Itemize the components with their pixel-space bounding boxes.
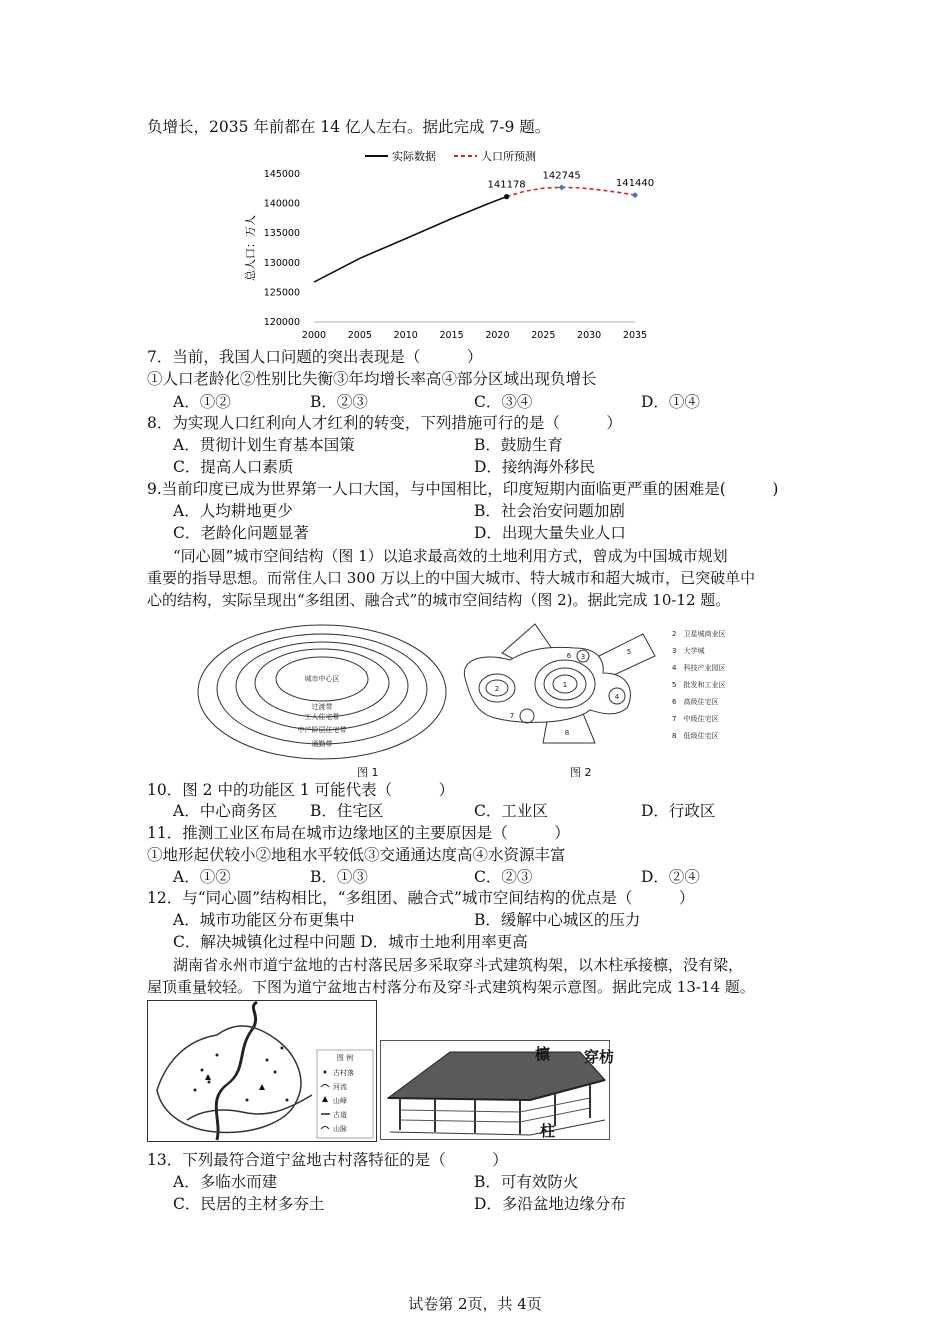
q8-option-d[interactable]: D．接纳海外移民 — [474, 458, 595, 476]
q11-items: ①地形起伏较小②地租水平较低③交通通达度高④水资源丰富 — [147, 846, 566, 864]
map-legend-title: 图 例 — [336, 1054, 354, 1062]
q7-option-b[interactable]: B．②③ — [310, 393, 368, 411]
legend-8: 8 低级住宅区 — [672, 732, 719, 740]
intro-text: 负增长，2035 年前都在 14 亿人左右。据此完成 7-9 题。 — [147, 118, 551, 136]
q11-option-b[interactable]: B．①③ — [310, 868, 368, 886]
y-tick-label: 120000 — [263, 317, 300, 328]
population-chart — [240, 146, 670, 346]
q7-option-c[interactable]: C．③④ — [474, 393, 533, 411]
x-tick-label: 2000 — [301, 330, 327, 341]
ring-label-commute: 通勤带 — [311, 740, 333, 748]
chart-series — [314, 170, 654, 282]
zone-num-1: 1 — [562, 681, 568, 689]
map-legend-peak: 山峰 — [333, 1097, 347, 1105]
map-legend-river: 河流 — [333, 1083, 347, 1091]
data-label: 142745 — [542, 170, 581, 182]
legend-2: 2 卫星城商业区 — [672, 630, 726, 638]
q7-option-a[interactable]: A．①② — [173, 393, 231, 411]
q12-option-b[interactable]: B．缓解中心城区的压力 — [474, 911, 641, 929]
q7-stem: 7．当前，我国人口问题的突出表现是（ ） — [147, 348, 483, 366]
zone-num-2: 2 — [494, 685, 500, 693]
point-marker — [504, 194, 509, 199]
q11-option-c[interactable]: C．②③ — [474, 868, 533, 886]
point-marker — [632, 192, 638, 198]
legend-4: 4 科技产业园区 — [672, 664, 726, 672]
passage3-line1: 湖南省永州市道宁盆地的古村落民居多采取穿斗式建筑构架，以木柱承接檩，没有梁， — [173, 956, 744, 974]
label-purlin: 檩 — [535, 1045, 551, 1063]
q10-stem: 10．图 2 中的功能区 1 可能代表（ ） — [147, 781, 455, 799]
zone-num-8: 8 — [564, 729, 570, 737]
y-tick-label: 145000 — [263, 169, 300, 180]
zone-num-4: 4 — [614, 693, 620, 701]
passage2-line3: 心的结构，实际呈现出“多组团、融合式”的城市空间结构（图 2)。据此完成 10-12 题。 — [147, 591, 731, 609]
series-actual-line — [314, 197, 507, 283]
legend-7: 7 中级住宅区 — [672, 715, 719, 723]
y-tick-label: 135000 — [263, 228, 300, 240]
x-tick-label: 2010 — [393, 330, 418, 341]
legend-5: 5 批发和工业区 — [672, 681, 726, 689]
map-legend-mountain: 山脉 — [333, 1125, 347, 1133]
ring-label-worker: 工人住宅带 — [304, 713, 340, 721]
figure-2-multi-cluster — [455, 618, 660, 748]
q13-option-a[interactable]: A．多临水而建 — [173, 1173, 278, 1191]
chart-axes — [244, 169, 647, 341]
legend-actual-label: 实际数据 — [392, 150, 436, 163]
point-marker — [559, 184, 565, 190]
q10-option-c[interactable]: C．工业区 — [474, 802, 548, 820]
y-tick-label: 125000 — [263, 287, 300, 299]
q12-stem: 12．与“同心圆”结构相比，“多组团、融合式”城市空间结构的优点是（ ） — [147, 889, 695, 907]
q8-option-c[interactable]: C．提高人口素质 — [173, 458, 294, 476]
q12-option-a[interactable]: A．城市功能区分布更集中 — [173, 911, 355, 929]
zone-num-6: 6 — [566, 652, 572, 660]
figure-2-caption: 图 2 — [570, 766, 592, 779]
map-legend-road: 古道 — [333, 1111, 347, 1119]
zone-num-5: 5 — [626, 648, 632, 656]
q10-option-d[interactable]: D．行政区 — [641, 802, 716, 820]
zone-num-7: 7 — [509, 712, 515, 720]
passage2-line2: 重要的指导思想。而常住人口 300 万以上的中国大城市、特大城市和超大城市，已突破单中 — [147, 569, 756, 587]
ring-label-transition: 过渡带 — [311, 703, 333, 711]
q9-option-a[interactable]: A．人均耕地更少 — [173, 502, 293, 520]
x-tick-label: 2030 — [577, 330, 602, 341]
map-legend-village: 古村落 — [333, 1069, 354, 1077]
zone-num-3: 3 — [580, 653, 586, 661]
q13-stem: 13．下列最符合道宁盆地古村落特征的是（ ） — [147, 1151, 508, 1169]
y-tick-label: 140000 — [263, 198, 300, 210]
q10-option-a[interactable]: A．中心商务区 — [173, 802, 278, 820]
data-label: 141440 — [615, 178, 655, 190]
ring-commute — [198, 625, 446, 759]
q9-option-d[interactable]: D．出现大量失业人口 — [474, 524, 626, 542]
passage3-line2: 屋顶重量较轻。下图为道宁盆地古村落分布及穿斗式建筑构架示意图。据此完成 13-14 题。 — [147, 978, 755, 996]
label-chuanfang: 穿枋 — [584, 1048, 615, 1066]
data-label: 141178 — [487, 179, 526, 191]
x-tick-label: 2015 — [439, 330, 464, 341]
x-tick-label: 2005 — [347, 330, 372, 341]
daoning-basin-map — [147, 1000, 377, 1142]
x-tick-label: 2035 — [622, 330, 648, 341]
figure-1-caption: 图 1 — [357, 766, 379, 779]
q9-option-c[interactable]: C．老龄化问题显著 — [173, 524, 309, 542]
passage2-line1: “同心圆”城市空间结构（图 1）以追求最高效的土地利用方式，曾成为中国城市规划 — [173, 547, 728, 565]
q13-option-d[interactable]: D．多沿盆地边缘分布 — [474, 1195, 626, 1213]
legend-box — [317, 1050, 373, 1138]
chart-legend — [365, 149, 536, 163]
ring-label-middle-class: 中产阶层住宅带 — [297, 726, 347, 734]
q11-option-a[interactable]: A．①② — [173, 868, 231, 886]
y-axis-label: 总人口：万人 — [244, 215, 257, 281]
q7-option-d[interactable]: D．①④ — [641, 393, 700, 411]
x-tick-label: 2025 — [531, 330, 556, 341]
legend-6: 6 高级住宅区 — [672, 698, 719, 706]
q13-option-c[interactable]: C．民居的主材多夯土 — [173, 1195, 325, 1213]
ring-label-center: 城市中心区 — [304, 675, 340, 683]
q8-stem: 8．为实现人口红利向人才红利的转变，下列措施可行的是（ ） — [147, 414, 622, 432]
y-tick-label: 130000 — [263, 257, 300, 269]
legend-forecast-label: 人口所预测 — [481, 150, 536, 163]
chuandou-frame-diagram — [380, 1040, 610, 1140]
q9-option-b[interactable]: B．社会治安问题加剧 — [474, 502, 625, 520]
q8-option-b[interactable]: B．鼓励生育 — [474, 436, 563, 454]
q10-option-b[interactable]: B．住宅区 — [310, 802, 384, 820]
x-tick-label: 2020 — [485, 330, 510, 341]
q9-stem: 9.当前印度已成为世界第一人口大国，与中国相比，印度短期内面临更严重的困难是( ) — [147, 480, 779, 498]
q7-items: ①人口老龄化②性别比失衡③年均增长率高④部分区域出现负增长 — [147, 370, 597, 388]
page-footer: 试卷第 2页，共 4页 — [408, 1295, 542, 1313]
figure-2-legend — [670, 624, 790, 744]
legend-3: 3 大学城 — [672, 647, 705, 655]
q13-option-b[interactable]: B．可有效防火 — [474, 1173, 579, 1191]
label-column: 柱 — [540, 1122, 556, 1140]
q12-option-cd[interactable]: C．解决城镇化过程中问题 D．城市土地利用率更高 — [173, 933, 528, 951]
q8-option-a[interactable]: A．贯彻计划生育基本国策 — [173, 436, 355, 454]
figure-1-concentric-zones — [195, 622, 450, 762]
q11-option-d[interactable]: D．②④ — [641, 868, 700, 886]
q11-stem: 11．推测工业区布局在城市边缘地区的主要原因是（ ） — [147, 824, 570, 842]
